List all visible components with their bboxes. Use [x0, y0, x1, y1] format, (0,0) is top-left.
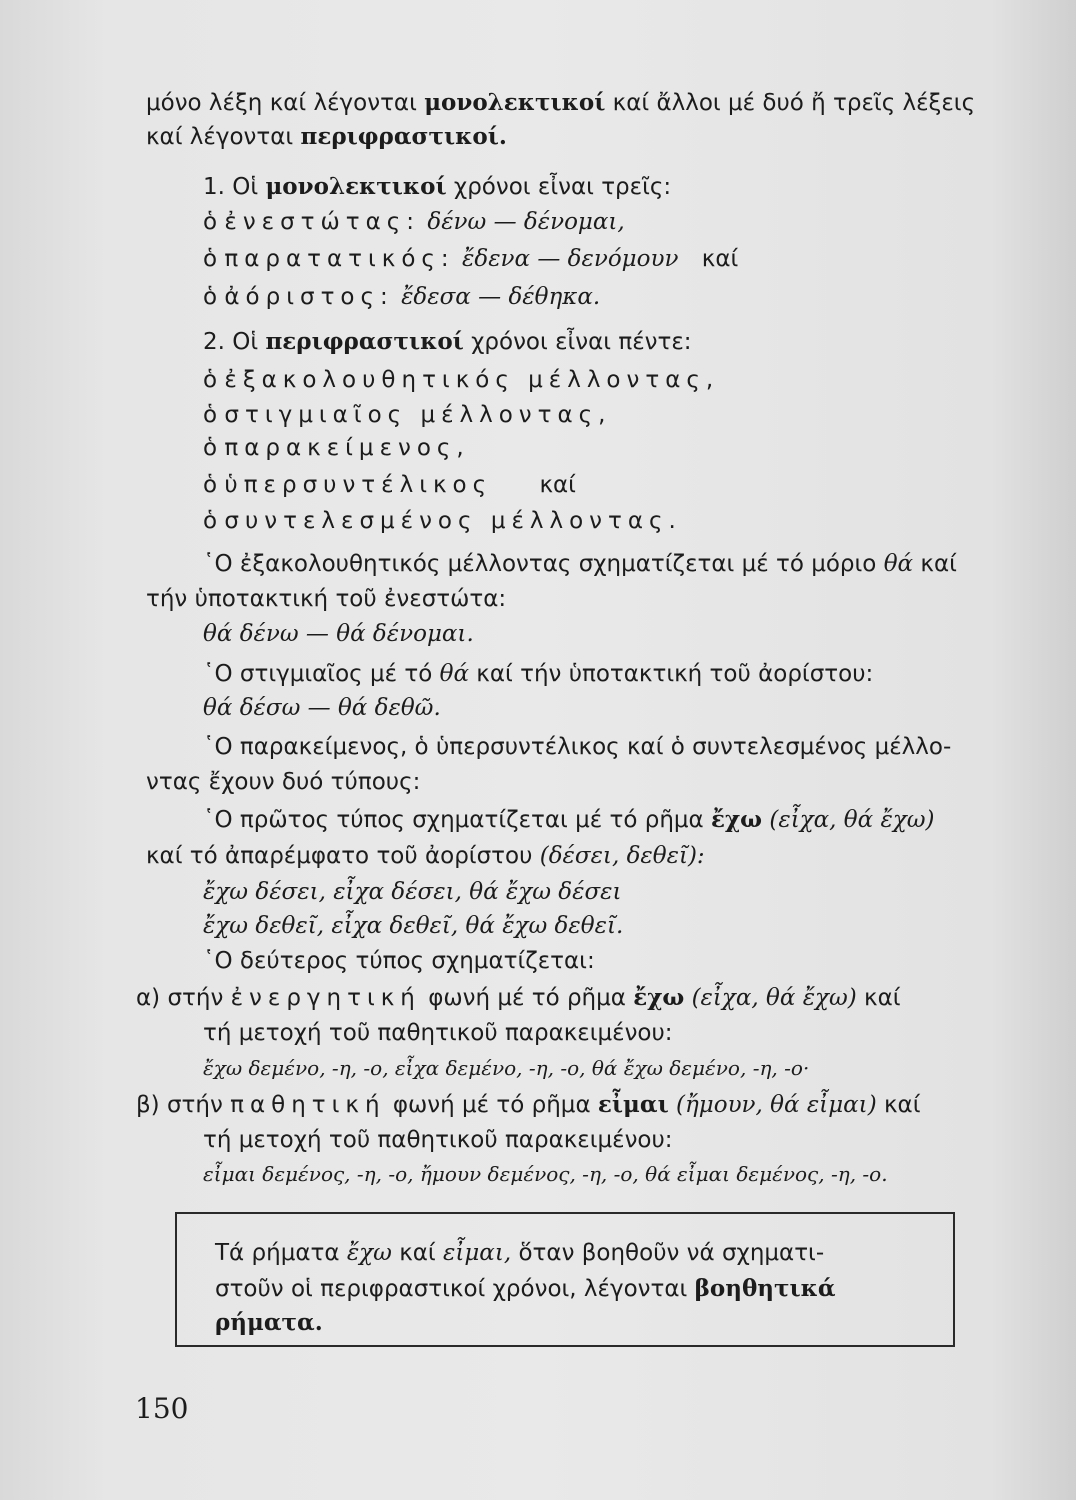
line-12 — [203, 506, 682, 536]
example: ἔχω δέσει, εἶχα δέσει, θά ἔχω δέσει — [203, 879, 622, 905]
line-3 — [203, 172, 671, 202]
text: ῾Ο παρακείμενος, ὁ ὑπερσυντέλικος καί ὁ συντελεσμένος μέλλο- — [203, 734, 952, 760]
line-13 — [203, 549, 957, 579]
text: ὁ — [203, 435, 218, 461]
line-7 — [203, 327, 692, 357]
text: φωνή μέ τό ρῆμα — [392, 1092, 591, 1118]
text: χρόνοι εἶναι τρεῖς: — [453, 174, 672, 200]
text: τή μετοχή τοῦ παθητικοῦ παρακειμένου: — [203, 1020, 673, 1046]
line-4 — [203, 207, 625, 237]
spaced-term: ὑπερσυντέλικος — [224, 472, 493, 498]
line-9 — [203, 400, 611, 430]
text: ὁ — [203, 472, 218, 498]
note-box — [175, 1212, 955, 1347]
text: Τά ρήματα — [215, 1240, 340, 1266]
text: ὁ — [203, 402, 218, 428]
spaced-term: παθητική — [230, 1092, 386, 1118]
line-27 — [203, 1053, 809, 1083]
text: καί λέγονται — [146, 124, 294, 150]
bold-term: περιφραστικοί — [265, 328, 464, 355]
bold-term: περιφραστικοί. — [300, 123, 507, 150]
line-26 — [203, 1018, 673, 1048]
spaced-term: ἐνεστώτας: — [224, 209, 421, 235]
example: ἔδενα — δενόμουν — [462, 246, 679, 272]
bold-term: εἶμαι — [597, 1091, 669, 1118]
italic-term: θά — [883, 551, 914, 577]
text: ὁ — [203, 367, 218, 393]
spaced-term: παρακείμενος, — [224, 435, 470, 461]
italic-term: ἔχω — [346, 1240, 392, 1266]
italic-term: (εἶχα, θά ἔχω) — [769, 807, 935, 833]
text: 2. Οἱ — [203, 329, 259, 355]
text: τή μετοχή τοῦ παθητικοῦ παρακειμένου: — [203, 1127, 673, 1153]
text: ὁ — [203, 209, 218, 235]
bold-term: βοηθητικά — [694, 1275, 836, 1302]
text: ῾Ο πρῶτος τύπος σχηματίζεται μέ τό ρῆμα — [203, 807, 704, 833]
line-30 — [203, 1159, 888, 1189]
line-20 — [203, 805, 935, 835]
italic-term: (δέσει, δεθεῖ): — [539, 843, 705, 869]
text: ὁ — [203, 246, 218, 272]
text: καί — [539, 472, 576, 498]
text: καί τήν ὑποτακτική τοῦ ἀορίστου: — [476, 661, 874, 687]
line-16 — [203, 659, 873, 689]
text: καί — [920, 551, 957, 577]
example: θά δένω — θά δένομαι. — [203, 621, 474, 647]
line-5 — [203, 244, 738, 274]
bold-term: ρήματα. — [215, 1309, 323, 1336]
page-number: 150 — [135, 1392, 189, 1425]
example: δένω — δένομαι, — [427, 209, 625, 235]
text: χρόνοι εἶναι πέντε: — [471, 329, 692, 355]
text: ὅταν βοηθοῦν νά σχηματι- — [518, 1240, 825, 1266]
example: ἔδεσα — δέθηκα. — [401, 284, 601, 310]
line-29 — [203, 1125, 673, 1155]
text: 1. Οἱ — [203, 174, 259, 200]
bold-term: μονολεκτικοί — [265, 173, 447, 200]
line-18 — [203, 732, 951, 762]
spaced-term: ἀόριστος: — [224, 284, 394, 310]
bold-term: ἔχω — [711, 806, 763, 833]
text: καί — [701, 246, 739, 272]
text: ῾Ο ἐξακολουθητικός μέλλοντας σχηματίζεται μέ τό μόριο — [203, 551, 877, 577]
text: τήν ὑποτακτική τοῦ ἐνεστώτα: — [146, 586, 507, 612]
text: καί ἄλλοι μέ δυό ἤ τρεῖς λέξεις — [612, 90, 976, 116]
line-1 — [146, 88, 975, 118]
line-21 — [146, 841, 705, 871]
example: θά δέσω — θά δεθῶ. — [203, 695, 441, 721]
text: στοῦν οἱ περιφραστικοί χρόνοι, λέγονται — [215, 1276, 688, 1302]
spaced-term: ἐξακολουθητικός μέλλοντας, — [224, 367, 720, 393]
text: ὁ — [203, 284, 218, 310]
text: ντας ἔχουν δυό τύπους: — [146, 769, 421, 795]
line-8 — [203, 365, 719, 395]
text: ῾Ο στιγμιαῖος μέ τό — [203, 661, 433, 687]
italic-term: (ἤμουν, θά εἶμαι) — [676, 1092, 877, 1118]
line-28 — [136, 1090, 920, 1120]
example: ἔχω δεμένο, -η, -ο, εἶχα δεμένο, -η, -ο, θά ἔχω δεμένο, -η, -ο· — [203, 1056, 810, 1080]
note-line-1 — [215, 1238, 824, 1268]
line-14 — [146, 584, 506, 614]
text: α) στήν — [136, 985, 224, 1011]
text: ῾Ο δεύτερος τύπος σχηματίζεται: — [203, 948, 595, 974]
note-line-2 — [215, 1274, 836, 1304]
text: β) στήν — [136, 1092, 223, 1118]
example: εἶμαι δεμένος, -η, -ο, ἤμουν δεμένος, -η, -ο, θά εἶμαι δεμένος, -η, -ο. — [203, 1162, 888, 1186]
line-22 — [203, 877, 622, 907]
bold-term: ἔχω — [633, 984, 685, 1011]
line-2 — [146, 122, 507, 152]
text: φωνή μέ τό ρῆμα — [428, 985, 626, 1011]
line-15 — [203, 619, 474, 649]
line-6 — [203, 282, 600, 312]
text: καί — [864, 985, 901, 1011]
line-10 — [203, 433, 470, 463]
text: καί — [883, 1092, 921, 1118]
line-11 — [203, 470, 576, 500]
spaced-term: στιγμιαῖος μέλλοντας, — [224, 402, 612, 428]
text: καί τό ἀπαρέμφατο τοῦ ἀορίστου — [146, 843, 533, 869]
line-24 — [203, 946, 595, 976]
text: ὁ — [203, 508, 218, 534]
spaced-term: ἐνεργητική — [230, 985, 421, 1011]
note-line-3 — [215, 1308, 323, 1338]
italic-term: εἶμαι, — [443, 1240, 512, 1266]
italic-term: θά — [439, 661, 469, 687]
text: καί — [399, 1240, 436, 1266]
spaced-term: παρατατικός: — [224, 246, 455, 272]
line-25 — [136, 983, 901, 1013]
example: ἔχω δεθεῖ, εἶχα δεθεῖ, θά ἔχω δεθεῖ. — [203, 913, 624, 939]
line-19 — [146, 767, 420, 797]
text: μόνο λέξη καί λέγονται — [146, 90, 417, 116]
bold-term: μονολεκτικοί — [424, 89, 606, 116]
spaced-term: συντελεσμένος μέλλοντας. — [224, 508, 682, 534]
italic-term: (εἶχα, θά ἔχω) — [691, 985, 857, 1011]
line-23 — [203, 911, 623, 941]
line-17 — [203, 693, 441, 723]
